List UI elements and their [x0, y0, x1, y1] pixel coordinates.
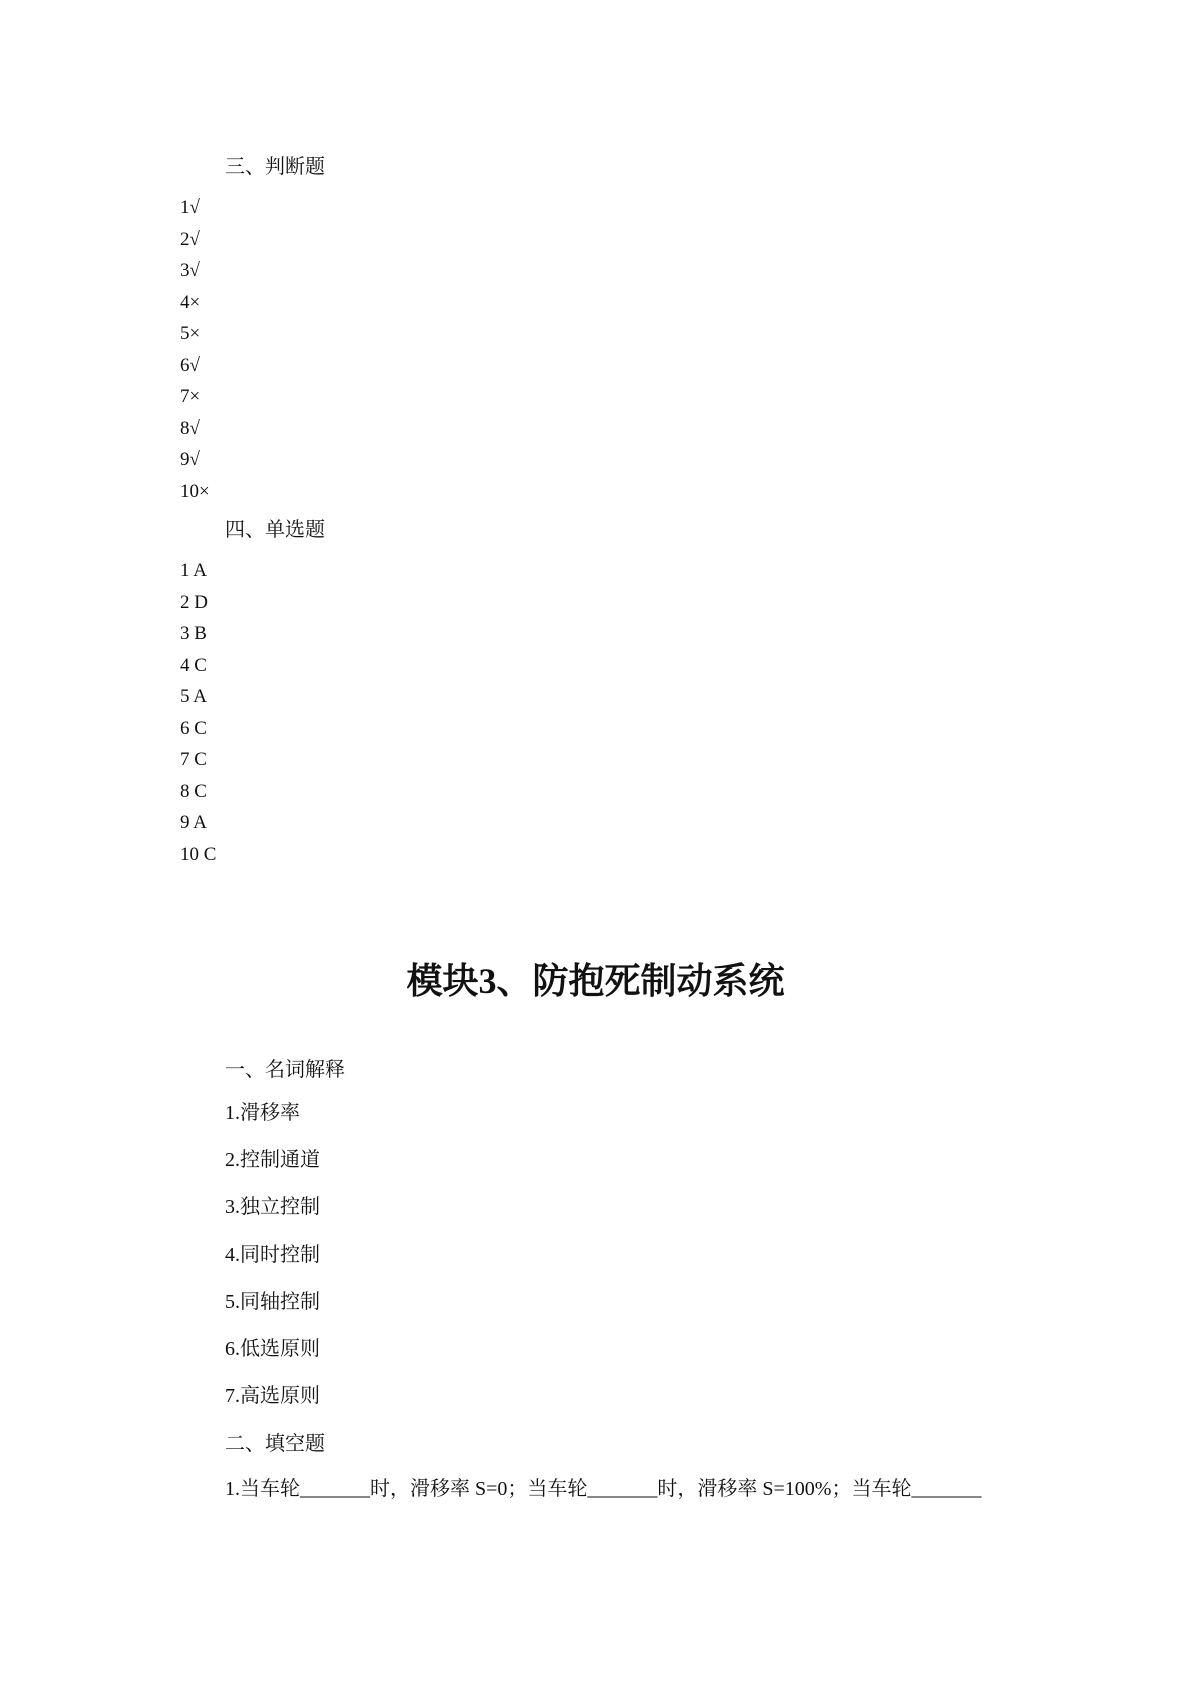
terms-list — [225, 1098, 320, 1428]
term-item: 3.独立控制 — [225, 1196, 320, 1219]
term-item: 6.低选原则 — [225, 1337, 320, 1360]
judgement-answer: 4× — [180, 291, 201, 313]
single-choice-answer: 2 D — [180, 591, 208, 613]
judgement-answer: 7× — [180, 386, 201, 407]
judgement-answer: 1√ — [180, 197, 200, 218]
single-choice-answer: 7 C — [180, 749, 207, 770]
term-item: 1.滑移率 — [225, 1102, 300, 1124]
single-choice-answer: 1 A — [180, 560, 207, 581]
single-choice-answer: 8 C — [180, 780, 207, 802]
fill-blank-heading: 二、填空题 — [225, 1433, 325, 1455]
single-choice-answer-list — [180, 555, 216, 870]
terms-heading: 一、名词解释 — [225, 1059, 345, 1081]
term-item: 2.控制通道 — [225, 1149, 320, 1172]
judgement-answer: 2√ — [180, 228, 200, 250]
judgement-answer: 8√ — [180, 417, 200, 439]
single-choice-answer: 6 C — [180, 717, 207, 739]
judgement-answer: 3√ — [180, 260, 200, 281]
single-choice-answer: 3 B — [180, 623, 207, 644]
judgement-answer: 9√ — [180, 449, 200, 470]
single-choice-heading: 四、单选题 — [225, 519, 325, 541]
term-item: 5.同轴控制 — [225, 1290, 320, 1313]
judgement-answer-list — [180, 192, 210, 507]
judgement-heading: 三、判断题 — [225, 156, 325, 178]
module-title: 模块3、防抱死制动系统 — [406, 961, 785, 1001]
fill-blank-question: 1.当车轮_______时，滑移率 S=0；当车轮_______时，滑移率 S=100%；当车轮_______ — [225, 1478, 982, 1500]
judgement-answer: 6√ — [180, 354, 200, 376]
single-choice-answer: 9 A — [180, 812, 207, 833]
term-item: 4.同时控制 — [225, 1243, 320, 1266]
judgement-answer: 10× — [180, 480, 210, 502]
single-choice-answer: 10 C — [180, 843, 217, 865]
single-choice-answer: 4 C — [180, 654, 207, 676]
single-choice-answer: 5 A — [180, 686, 207, 707]
judgement-answer: 5× — [180, 323, 201, 344]
term-item: 7.高选原则 — [225, 1385, 320, 1408]
